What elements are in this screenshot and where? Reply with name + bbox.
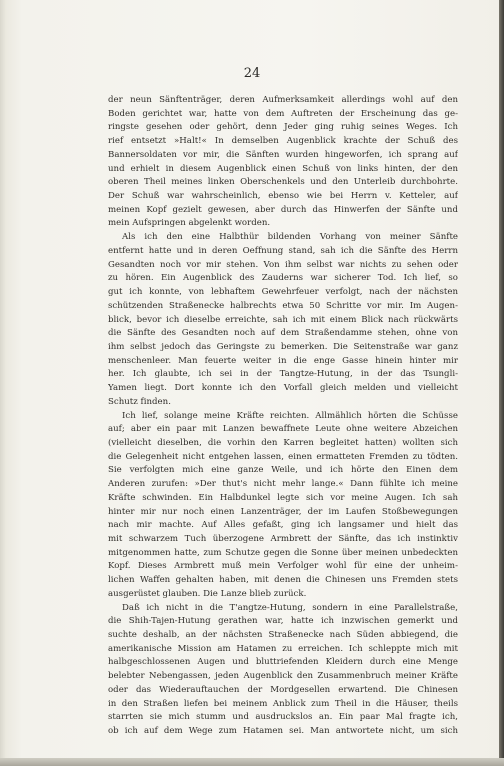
text-line: ausgerüstet glauben. Die Lanze blieb zurück. <box>108 588 307 599</box>
text-line: und erhielt in diesem Augenblick einen Schuß von links hinten, der den <box>108 163 458 174</box>
text-line: gut ich konnte, von lebhaftem Gewehrfeuer verfolgt, nach der nächsten <box>108 287 458 298</box>
text-line: Kopf. Dieses Armbrett muß mein Verfolger wohl für eine der unheim- <box>108 561 458 572</box>
book-spine-edge <box>499 0 504 766</box>
text-line: mein Aufspringen abgelenkt worden. <box>108 218 271 229</box>
text-line: nach mir machte. Auf Alles gefaßt, ging ich langsamer und hielt das <box>108 520 458 531</box>
text-line: Daß ich nicht in die T'angtze-Hutung, sondern in eine Parallelstraße, <box>122 602 458 613</box>
text-line: in den Straßen liefen bei meinem Anblick zum Theil in die Häuser, theils <box>108 698 458 709</box>
text-line: die Shih-Tajen-Hutung gerathen war, hatte ich inzwischen gemerkt und <box>108 616 458 627</box>
text-line: zu hören. Ein Augenblick des Zauderns war sicherer Tod. Ich lief, so <box>108 273 458 284</box>
text-line: Boden gerichtet war, hatte von dem Auftreten der Erscheinung das ge- <box>108 108 458 119</box>
text-line: oder das Wiederauftauchen der Mordgesellen erwartend. Die Chinesen <box>108 684 458 695</box>
text-line: lichen Waffen gehalten haben, mit denen die Chinesen uns Fremden stets <box>108 575 458 586</box>
text-line: Der Schuß war wahrscheinlich, ebenso wie bei Herrn v. Ketteler, auf <box>108 191 458 202</box>
text-line: Ich lief, solange meine Kräfte reichten. Allmählich hörten die Schüsse <box>122 410 458 421</box>
text-line: blick, bevor ich dieselbe erreichte, sah ich mit einem Blick nach rückwärts <box>108 314 458 325</box>
text-line: suchte deshalb, an der nächsten Straßenecke nach Süden abbiegend, die <box>108 630 458 641</box>
text-line: meinen Kopf gezielt gewesen, aber durch das Hinwerfen der Sänfte und <box>108 204 458 215</box>
text-line: oberen Theil meines linken Oberschenkels und den Unterleib durchbohrte. <box>108 177 458 188</box>
text-line: auf; aber ein paar mit Lanzen bewaffnete Leute ohne weitere Abzeichen <box>108 424 458 435</box>
text-line: (vielleicht dieselben, die vorhin den Karren begleitet hatten) wollten sich <box>108 437 458 448</box>
text-line: halbgeschlossenen Augen und bluttriefenden Kleidern durch eine Menge <box>108 657 458 668</box>
text-line: Anderen zurufen: »Der thut's nicht mehr lange.« Dann fühlte ich meine <box>108 479 458 490</box>
text-line: mit schwarzem Tuch überzogene Armbrett der Sänfte, das ich instinktiv <box>108 534 458 544</box>
text-line: mitgenommen hatte, zum Schutze gegen die Sonne über meinen unbedeckten <box>108 547 458 558</box>
text-line: ringste gesehen oder gehört, denn Jeder ging ruhig seines Weges. Ich <box>108 122 458 133</box>
text-line: der neun Sänftenträger, deren Aufmerksamkeit allerdings wohl auf den <box>108 95 458 105</box>
text-line: die Sänfte des Gesandten noch auf dem Straßendamme stehen, ohne von <box>108 328 458 339</box>
text-line: Bannersoldaten vor mir, die Sänften wurden hingeworfen, ich sprang auf <box>108 149 458 160</box>
text-line: Yamen liegt. Dort konnte ich den Vorfall gleich melden und vielleicht <box>108 383 458 394</box>
body-text <box>108 94 458 739</box>
text-line: belebter Nebengassen, jeden Augenblick den Zusammenbruch meiner Kräfte <box>108 671 458 682</box>
text-line: Schutz finden. <box>108 396 171 407</box>
text-line: Kräfte schwinden. Ein Halbdunkel legte sich vor meine Augen. Ich sah <box>108 492 458 503</box>
text-line: ihm selbst jedoch das Geringste zu bemerken. Die Seitenstraße war ganz <box>108 341 458 352</box>
text-line: menschenleer. Man feuerte weiter in die enge Gasse hinein hinter mir <box>108 355 458 366</box>
text-line: rief entsetzt »Halt!« In demselben Augenblick krachte der Schuß des <box>108 136 458 147</box>
page-bottom-edge <box>0 758 504 766</box>
page-number: 24 <box>243 66 261 81</box>
text-line: amerikanische Mission am Hatamen zu erreichen. Ich schleppte mich mit <box>108 643 458 654</box>
text-line: entfernt hatte und in deren Oeffnung stand, sah ich die Sänfte des Herrn <box>108 245 458 256</box>
text-line: starrten sie mich stumm und ausdruckslos an. Ein paar Mal fragte ich, <box>108 712 458 723</box>
text-line: Als ich den eine Halbthür bildenden Vorhang von meiner Sänfte <box>122 232 458 243</box>
text-line: Gesandten noch vor mir stehen. Von ihm selbst war nichts zu sehen oder <box>108 259 458 270</box>
text-line: hinter mir nur noch einen Lanzenträger, der im Laufen Stoßbewegungen <box>108 506 458 517</box>
text-line: die Gelegenheit nicht entgehen lassen, einen ermatteten Fremden zu tödten. <box>108 451 458 462</box>
text-line: ob ich auf dem Wege zum Hatamen sei. Man antwortete nicht, um sich <box>108 726 458 737</box>
text-line: schützenden Straßenecke halbrechts etwa 50 Schritte vor mir. Im Augen- <box>108 300 458 311</box>
text-line: Sie verfolgten mich eine ganze Weile, und ich hörte den Einen dem <box>108 465 458 476</box>
text-line: her. Ich glaubte, ich sei in der Tangtze-Hutung, in der das Tsungli- <box>108 369 458 380</box>
